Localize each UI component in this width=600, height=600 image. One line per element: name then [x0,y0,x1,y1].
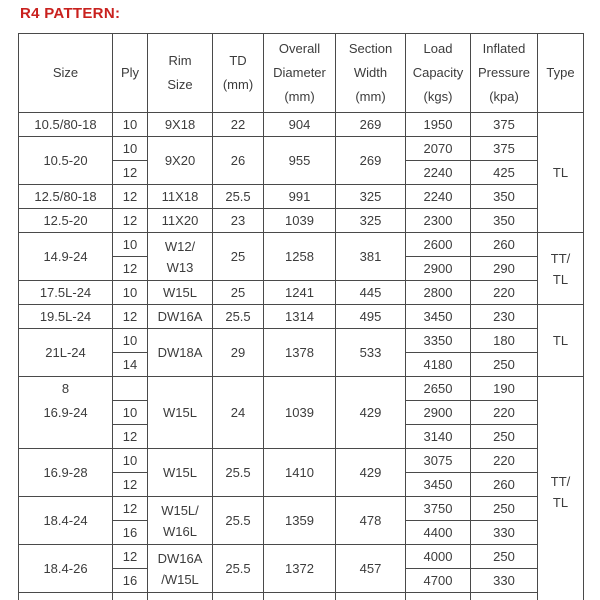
table-cut-row [19,593,584,600]
cell-overall-diameter: 991 [264,185,336,209]
cell-inflated-pressure: 250 [471,545,538,569]
cell-inflated-pressure: 260 [471,233,538,257]
cell-ply: 12 [113,473,148,497]
cell-size [19,185,113,209]
cell-type-line: TL [552,271,569,287]
cell-overall-diameter: 1410 [264,449,336,497]
cell-inflated-pressure: 250 [471,425,538,449]
cell-size [19,113,113,137]
cell-size-line: 8 [61,381,70,396]
cell-inflated-pressure: 330 [471,569,538,593]
cell-rim-size [148,233,213,281]
cell-rim-size [148,185,213,209]
cell-tread-depth: 25 [213,281,264,305]
cell-ply: 12 [113,257,148,281]
page-title: R4 PATTERN: [20,5,121,22]
col-header-td-line: TD [229,53,247,68]
cell-ply: 12 [113,497,148,521]
cell-rim-size-line: W12/ [164,238,196,254]
col-header-rim [148,34,213,113]
col-header-pressure [471,34,538,113]
cell-inflated-pressure: 190 [471,377,538,401]
cell-inflated-pressure: 290 [471,257,538,281]
cell-size-line: 17.5L-24 [39,285,92,300]
cell-section-width: 325 [336,209,406,233]
cell-load-capacity: 4400 [406,521,471,545]
cell-ply: 12 [113,305,148,329]
col-header-size [19,34,113,113]
col-header-load-line: Load [423,41,453,56]
cell-size [19,281,113,305]
cell-rim-size-line: /W15L [161,571,199,587]
cell-size [19,377,113,449]
cell-type-line: TL [552,165,569,180]
cell-type [538,113,584,233]
cell-tread-depth: 25 [213,233,264,281]
cell-rim-size-line: 11X20 [161,213,199,228]
cell-type [538,377,584,600]
cell-type [538,305,584,377]
cell-inflated-pressure: 375 [471,137,538,161]
col-header-sw-line: Width [353,65,388,80]
col-header-sw [336,34,406,113]
col-header-pressure-line: Inflated [482,41,526,56]
cell-ply: 10 [113,401,148,425]
cell-rim-size-line: W15L [163,285,197,300]
cell-size [19,233,113,281]
cell-size-line: 18.4-26 [43,561,88,576]
col-header-rim-line: Rim [168,53,192,68]
cell-rim-size [148,545,213,593]
cell-load-capacity: 4000 [406,545,471,569]
cut-cell [406,593,471,600]
cell-size-line: 10.5-20 [43,153,88,168]
cell-inflated-pressure: 425 [471,161,538,185]
cell-tread-depth: 26 [213,137,264,185]
cell-section-width: 429 [336,449,406,497]
cut-cell [213,593,264,600]
cell-tread-depth: 23 [213,209,264,233]
cell-load-capacity: 2240 [406,185,471,209]
cell-size [19,545,113,593]
cut-cell [19,593,113,600]
col-header-size-line: Size [52,65,79,80]
cell-rim-size [148,497,213,545]
cell-ply: 10 [113,329,148,353]
table-head [19,34,584,113]
col-header-pressure-line: Pressure [477,65,531,80]
cell-rim-size-line: 9X18 [164,117,196,132]
cell-ply: 12 [113,185,148,209]
cell-load-capacity: 3140 [406,425,471,449]
cell-load-capacity: 2650 [406,377,471,401]
cell-overall-diameter: 1378 [264,329,336,377]
cell-tread-depth: 29 [213,329,264,377]
cell-rim-size-line: W15L [163,465,197,480]
cell-load-capacity: 2600 [406,233,471,257]
cell-type-line: TT/ [550,473,571,489]
col-header-td [213,34,264,113]
cell-inflated-pressure: 230 [471,305,538,329]
cell-load-capacity: 4180 [406,353,471,377]
cell-inflated-pressure: 220 [471,281,538,305]
cell-tread-depth: 25.5 [213,305,264,329]
cell-load-capacity: 3450 [406,305,471,329]
cell-inflated-pressure: 350 [471,209,538,233]
cell-overall-diameter: 955 [264,137,336,185]
cut-cell [148,593,213,600]
cell-inflated-pressure: 350 [471,185,538,209]
col-header-od-line: Overall [278,41,321,56]
cell-tread-depth: 24 [213,377,264,449]
cell-size-line: 10.5/80-18 [34,117,97,132]
cell-overall-diameter: 1039 [264,377,336,449]
cell-ply: 12 [113,161,148,185]
cell-rim-size [148,305,213,329]
cell-ply: 10 [113,233,148,257]
table-row [19,209,584,233]
cell-rim-size-line: W15L [163,405,197,420]
cell-overall-diameter: 1039 [264,209,336,233]
cell-type-line: TT/ [550,250,571,266]
cell-load-capacity: 2800 [406,281,471,305]
table-row [19,185,584,209]
cell-rim-size [148,449,213,497]
cell-inflated-pressure: 330 [471,521,538,545]
cell-section-width: 457 [336,545,406,593]
cell-size-line: 14.9-24 [43,249,88,264]
col-header-type-line: Type [546,65,575,80]
cell-load-capacity: 3750 [406,497,471,521]
cell-section-width: 533 [336,329,406,377]
col-header-ply [113,34,148,113]
cut-cell [336,593,406,600]
cell-load-capacity: 3450 [406,473,471,497]
cell-rim-size [148,137,213,185]
cell-ply: 16 [113,521,148,545]
cell-rim-size-line: 11X18 [161,189,199,204]
cell-size-line: 19.5L-24 [39,309,92,324]
table-row [19,545,584,569]
cell-section-width: 429 [336,377,406,449]
cell-inflated-pressure: 180 [471,329,538,353]
cell-size-line: 18.4-24 [43,513,88,528]
cell-load-capacity: 1950 [406,113,471,137]
cell-size [19,209,113,233]
cell-overall-diameter: 1258 [264,233,336,281]
cut-cell [113,593,148,600]
cell-ply: 14 [113,353,148,377]
table-row [19,281,584,305]
cell-inflated-pressure: 250 [471,497,538,521]
cell-size-line: 21L-24 [45,345,86,360]
table-body [19,113,584,600]
table-row [19,233,584,257]
col-header-sw-line: (mm) [355,89,386,104]
cell-ply: 12 [113,425,148,449]
table-row [19,113,584,137]
cell-tread-depth: 25.5 [213,545,264,593]
cell-ply: 12 [113,209,148,233]
cell-ply: 10 [113,137,148,161]
cell-load-capacity: 2900 [406,401,471,425]
cell-size-line: 12.5-20 [43,213,88,228]
cell-size [19,329,113,377]
table-row [19,305,584,329]
cell-ply: 10 [113,449,148,473]
cell-section-width: 325 [336,185,406,209]
cell-rim-size-line: 9X20 [164,153,196,168]
table-row [19,137,584,161]
col-header-ply-line: Ply [120,65,140,80]
col-header-load-line: Capacity [412,65,464,80]
cell-load-capacity: 3075 [406,449,471,473]
cell-size [19,449,113,497]
cell-size [19,497,113,545]
cell-load-capacity: 4700 [406,569,471,593]
cell-rim-size-line: DW16A [157,550,203,566]
cell-section-width: 381 [336,233,406,281]
cell-size [19,305,113,329]
cell-ply: 16 [113,569,148,593]
cell-overall-diameter: 1241 [264,281,336,305]
cut-cell [471,593,538,600]
cell-tread-depth: 22 [213,113,264,137]
cell-rim-size-line: W16L [163,523,197,539]
cell-ply [113,377,148,401]
cell-rim-size [148,209,213,233]
col-header-pressure-line: (kpa) [489,89,519,104]
cut-cell [264,593,336,600]
cell-type-line: TL [552,494,569,510]
col-header-td-line: (mm) [222,77,254,92]
col-header-type [538,34,584,113]
cell-load-capacity: 2300 [406,209,471,233]
cell-rim-size-line: W13 [166,259,194,275]
cell-load-capacity: 3350 [406,329,471,353]
cell-size [19,137,113,185]
cell-inflated-pressure: 375 [471,113,538,137]
cell-overall-diameter: 1359 [264,497,336,545]
col-header-sw-line: Section [348,41,393,56]
table-row [19,329,584,353]
table-row [19,497,584,521]
cell-tread-depth: 25.5 [213,185,264,209]
cell-rim-size [148,281,213,305]
spec-table-container [18,33,584,600]
cell-inflated-pressure: 220 [471,401,538,425]
cell-ply: 10 [113,113,148,137]
cell-rim-size-line: W15L/ [161,502,199,518]
col-header-rim-line: Size [167,77,193,92]
table-row [19,377,584,401]
col-header-load [406,34,471,113]
cell-inflated-pressure: 220 [471,449,538,473]
cell-tread-depth: 25.5 [213,449,264,497]
cell-rim-size [148,377,213,449]
r4-pattern-spec-table [18,33,584,600]
cell-size-line: 16.9-28 [43,465,88,480]
cell-load-capacity: 2240 [406,161,471,185]
cell-type [538,233,584,305]
col-header-od-line: (mm) [284,89,315,104]
cell-overall-diameter: 904 [264,113,336,137]
cell-section-width: 478 [336,497,406,545]
cell-rim-size-line: DW16A [157,309,203,324]
col-header-od-line: Diameter [273,65,326,80]
cell-section-width: 495 [336,305,406,329]
cell-section-width: 269 [336,137,406,185]
cell-inflated-pressure: 250 [471,353,538,377]
cell-size-line: 12.5/80-18 [34,189,97,204]
cell-overall-diameter: 1314 [264,305,336,329]
cell-rim-size-line: DW18A [157,345,203,360]
cell-rim-size [148,329,213,377]
cell-type-line: TL [552,333,569,348]
cell-ply: 12 [113,545,148,569]
cell-load-capacity: 2900 [406,257,471,281]
cell-rim-size [148,113,213,137]
cell-section-width: 269 [336,113,406,137]
table-row [19,449,584,473]
cell-overall-diameter: 1372 [264,545,336,593]
header-row [19,34,584,113]
cell-inflated-pressure: 260 [471,473,538,497]
cell-load-capacity: 2070 [406,137,471,161]
cell-ply: 10 [113,281,148,305]
cell-tread-depth: 25.5 [213,497,264,545]
cell-section-width: 445 [336,281,406,305]
cell-size-line: 16.9-24 [43,405,88,420]
col-header-load-line: (kgs) [423,89,453,104]
col-header-od [264,34,336,113]
